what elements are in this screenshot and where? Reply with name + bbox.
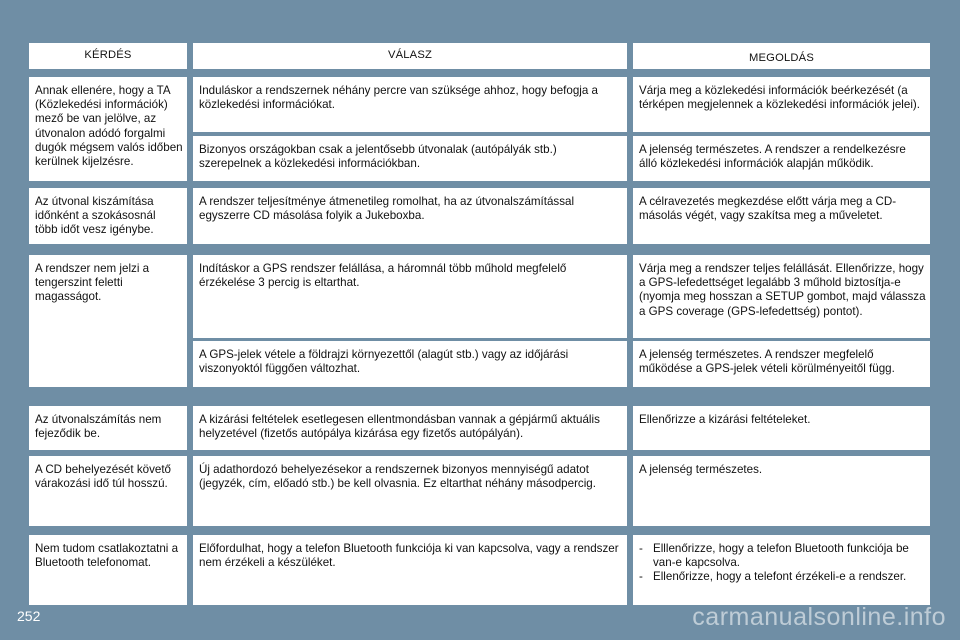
question-cell xyxy=(29,255,187,387)
answer-cell xyxy=(193,188,627,244)
solution-bullet xyxy=(639,542,924,570)
question-text: Nem tudom csatlakoztatni a Bluetooth telefonomat. xyxy=(35,542,179,570)
question-text: A CD behelyezését követő várakozási idő túl hosszú. xyxy=(35,463,171,491)
watermark: carmanualsonline.info xyxy=(692,603,946,631)
page-number: 252 xyxy=(17,608,41,624)
answer-cell xyxy=(193,535,627,605)
question-text: Az útvonal kiszámítása időnként a szokásosnál több időt vesz igénybe. xyxy=(35,195,156,237)
solution-bullet-text: Ellenőrizze, hogy a telefont érzékeli-e a rendszer. xyxy=(653,570,907,584)
solution-cell xyxy=(633,136,930,181)
solution-cell xyxy=(633,406,930,450)
header-answer-label: VÁLASZ xyxy=(387,49,433,61)
answer-cell xyxy=(193,136,627,181)
answer-text: Bizonyos országokban csak a jelentősebb útvonalak (autópályák stb.) szerepelnek a közlekedési információkban. xyxy=(199,143,557,171)
solution-text: Ellenőrizze a kizárási feltételeket. xyxy=(639,413,811,426)
question-cell xyxy=(29,77,187,181)
answer-text: Indításkor a GPS rendszer felállása, a háromnál több műhold megfelelő érzékelése 3 percig is eltarthat. xyxy=(199,262,567,290)
solution-text: A jelenség természetes. A rendszer megfelelő működése a GPS-jelek vételi körülményeitől függ. xyxy=(639,348,895,376)
answer-cell xyxy=(193,406,627,450)
answer-text: Előfordulhat, hogy a telefon Bluetooth funkciója ki van kapcsolva, vagy a rendszer nem érzékeli a készüléket. xyxy=(199,542,619,570)
solution-text: A célravezetés megkezdése előtt várja meg a CD-másolás végét, vagy szakítsa meg a műveletet. xyxy=(639,195,897,223)
solution-text: A jelenség természetes. A rendszer a rendelkezésre álló közlekedési információk alapján működik. xyxy=(639,143,906,171)
solution-text: A jelenség természetes. xyxy=(639,463,763,476)
question-text: Annak ellenére, hogy a TA (Közlekedési információk) mező be van jelölve, az útvonalon adódó forgalmi dugók mégsem valós időben kerülnek kijelzésre. xyxy=(35,84,183,169)
answer-cell xyxy=(193,341,627,387)
answer-text: Új adathordozó behelyezésekor a rendszernek bizonyos mennyiségű adatot (jegyzék, cím, előadó stb.) be kell olvasnia. Ez eltarthat néhány másodpercig. xyxy=(199,463,596,491)
solution-cell xyxy=(633,255,930,338)
bullet-dash: - xyxy=(639,570,643,584)
question-text: A rendszer nem jelzi a tengerszint feletti magasságot. xyxy=(35,262,150,304)
answer-text: A rendszer teljesítménye átmenetileg romolhat, ha az útvonalszámítással egyszerre CD másolása folyik a Jukeboxba. xyxy=(199,195,575,223)
question-text: Az útvonalszámítás nem fejeződik be. xyxy=(35,413,162,441)
solution-cell xyxy=(633,188,930,244)
header-question-label: KÉRDÉS xyxy=(84,49,132,61)
header-solution xyxy=(633,43,930,69)
question-cell xyxy=(29,456,187,526)
header-question xyxy=(29,43,187,69)
header-answer xyxy=(193,43,627,69)
solution-cell xyxy=(633,535,930,605)
answer-cell xyxy=(193,77,627,132)
solution-bullet-text: Elllenőrizze, hogy a telefon Bluetooth funkciója be van-e kapcsolva. xyxy=(653,542,909,570)
bullet-dash: - xyxy=(639,542,643,555)
answer-cell xyxy=(193,255,627,338)
header-solution-label: MEGOLDÁS xyxy=(748,52,814,64)
answer-cell xyxy=(193,456,627,526)
answer-text: A GPS-jelek vétele a földrajzi környezettől (alagút stb.) vagy az időjárási viszonyoktól függően változhat. xyxy=(199,348,569,376)
solution-text: Várja meg a közlekedési információk beérkezését (a térképen megjelennek a közlekedési információk jelei). xyxy=(639,84,920,112)
solution-bullet xyxy=(639,570,924,584)
question-cell xyxy=(29,406,187,450)
question-cell xyxy=(29,535,187,605)
solution-cell xyxy=(633,456,930,526)
solution-cell xyxy=(633,77,930,132)
answer-text: Induláskor a rendszernek néhány percre van szüksége ahhoz, hogy befogja a közlekedési információkat. xyxy=(199,84,598,112)
answer-text: A kizárási feltételek esetlegesen ellentmondásban vannak a gépjármű aktuális helyzetével (fizetős autópálya kizárása egy fizetős autópályán). xyxy=(199,413,600,441)
solution-text: Várja meg a rendszer teljes felállását. Ellenőrizze, hogy a GPS-lefedettséget legalább 3 műhold biztosítja-e (nyomja meg hosszan a SETUP gombot, majd válassza a GPS coverage (GPS-lefedettség) pontot). xyxy=(639,262,926,318)
solution-cell xyxy=(633,341,930,387)
question-cell xyxy=(29,188,187,244)
